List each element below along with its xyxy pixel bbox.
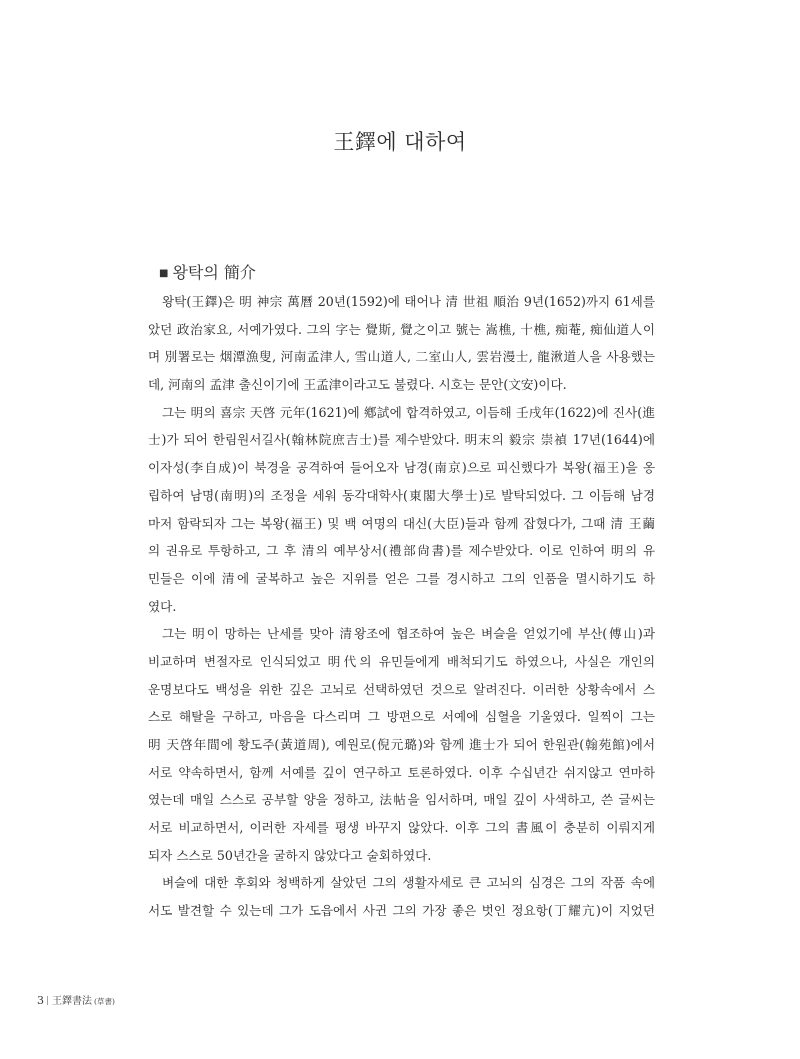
text-line: 민들은 이에 清에 굴복하고 높은 지위를 얻은 그를 경시하고 그의 인품을 멸시하기도 하 [148, 570, 655, 586]
text-line: 士)가 되어 한림원서길사(翰林院庶吉士)를 제수받았다. 明末의 毅宗 崇禎 17년(1644)에 [148, 432, 655, 448]
running-subtitle: (草書) [94, 997, 115, 1006]
text-line: 스로 해탈을 구하고, 마음을 다스리며 그 방편으로 서예에 심혈을 기울였다. 일찍이 그는 [148, 709, 655, 725]
text-line: 비교하며 변절자로 인식되었고 明代의 유민들에게 배척되기도 하였으나, 사실은 개인의 [148, 653, 655, 669]
text-line: 였다. [148, 598, 177, 614]
section-heading [159, 260, 256, 283]
text-line: 의 권유로 투항하고, 그 후 清의 예부상서(禮部尙書)를 제수받았다. 이로 인하여 明의 유 [148, 543, 655, 559]
text-line: 데, 河南의 孟津 출신이기에 王孟津이라고도 불렸다. 시호는 문안(文安)이다. [148, 377, 567, 393]
text-line: 운명보다도 백성을 위한 깊은 고뇌로 선택하였던 것으로 알려진다. 이러한 상황속에서 스 [148, 681, 655, 697]
text-line: 되자 스스로 50년간을 굴하지 않았다고 술회하였다. [148, 847, 432, 863]
text-line: 그는 明의 喜宗 天啓 元年(1621)에 鄕試에 합격하였고, 이듬해 壬戌年(1622)에 진사(進 [162, 404, 655, 420]
paragraph [148, 288, 655, 399]
section-heading-text: 왕탁의 簡介 [172, 263, 256, 282]
paragraph [148, 399, 655, 621]
paragraph [148, 620, 655, 869]
text-line: 서로 약속하면서, 함께 서예를 깊이 연구하고 토론하였다. 이후 수십년간 쉬지않고 연마하 [148, 764, 655, 780]
page-number: 3 [37, 994, 44, 1007]
page-footer [37, 989, 115, 1008]
text-line: 서도 발견할 수 있는데 그가 도읍에서 사귄 그의 가장 좋은 벗인 정요항(丁耀亢)이 지었던 [148, 903, 655, 919]
square-bullet-icon: ■ [159, 268, 169, 279]
paragraph [148, 869, 655, 924]
text-line: 서로 비교하면서, 이러한 자세를 평생 바꾸지 않았다. 이후 그의 書風이 충분히 이뤄지게 [148, 820, 655, 836]
text-line: 이자성(李自成)이 북경을 공격하여 들어오자 남경(南京)으로 피신했다가 복왕(福王)을 옹 [148, 460, 655, 476]
text-line: 그는 明이 망하는 난세를 맞아 清왕조에 협조하여 높은 벼슬을 얻었기에 부산(傅山)과 [162, 626, 655, 642]
text-line: 벼슬에 대한 후회와 청백하게 살았던 그의 생활자세로 큰 고뇌의 심경은 그의 작품 속에 [162, 875, 655, 891]
text-line: 왕탁(王鐸)은 明 神宗 萬曆 20년(1592)에 태어나 清 世祖 順治 9년(1652)까지 61세를 [162, 294, 655, 309]
footer-separator: | [46, 996, 50, 1006]
text-line: 았던 政治家요, 서예가였다. 그의 字는 覺斯, 覺之이고 號는 嵩樵, 十樵, 痴菴, 痴仙道人이 [148, 321, 655, 337]
text-line: 립하여 남명(南明)의 조정을 세워 동각대학사(東閣大學士)로 발탁되었다. 그 이듬해 남경 [148, 487, 655, 503]
text-line: 마저 함락되자 그는 복왕(福王) 및 백 여명의 대신(大臣)들과 함께 잡혔다가, 그때 清 王繭 [148, 515, 655, 531]
body-text [148, 288, 655, 925]
text-line: 明 天啓年間에 황도주(黃道周), 예원로(倪元璐)와 함께 進士가 되어 한원관(翰苑館)에서 [148, 737, 655, 752]
running-title: 王鐸書法 [52, 996, 93, 1007]
text-line: 며 別署로는 烟潭漁叟, 河南孟津人, 雪山道人, 二室山人, 雲岩漫士, 龍湫道人을 사용했는 [148, 349, 655, 365]
page-title: 王鐸에 대하여 [333, 130, 467, 154]
text-line: 였는데 매일 스스로 공부할 양을 정하고, 法帖을 임서하며, 매일 깊이 사색하고, 쓴 글씨는 [148, 792, 655, 808]
